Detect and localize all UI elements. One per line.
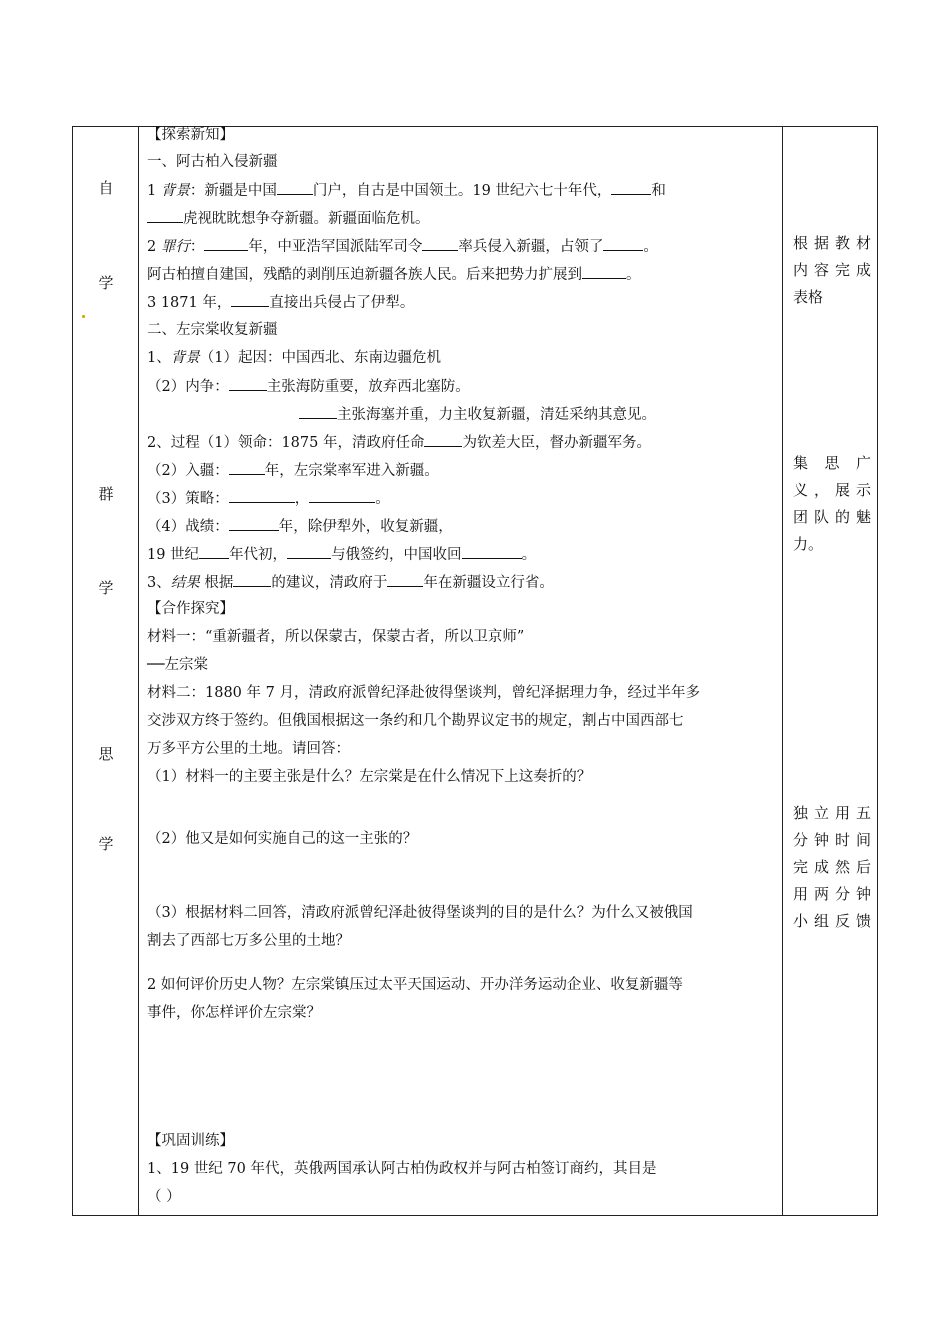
speck	[82, 315, 85, 318]
material-2-line-2: 交涉双方终于签约。但俄国根据这一条约和几个勘界议定书的规定，割占中国西部七	[147, 713, 684, 729]
line-cause: 1、背景（1）起因：中国西北、东南边疆危机	[147, 350, 441, 366]
blank[interactable]	[611, 180, 651, 195]
material-2-line-1: 材料二：1880 年 7 月，清政府派曾纪泽赴彼得堡谈判，曾纪泽据理力争，经过半年多	[147, 685, 700, 701]
left-char-4: 学	[98, 579, 114, 597]
question-3-line-2: 割去了西部七万多公里的土地？	[147, 933, 350, 949]
question-1: （1）材料一的主要主张是什么？左宗棠是在什么情况下上这奏折的？	[147, 769, 592, 785]
left-char-1: 自	[98, 179, 114, 197]
blank[interactable]	[422, 236, 458, 251]
blank[interactable]	[199, 544, 229, 559]
right-column	[783, 127, 877, 1215]
blank[interactable]	[229, 376, 267, 391]
blank[interactable]	[229, 460, 265, 475]
blank[interactable]	[204, 236, 248, 251]
blank[interactable]	[462, 544, 522, 559]
material-1: 材料一：“重新疆者，所以保蒙古，保蒙古者，所以卫京师”	[147, 629, 525, 645]
left-char-6: 学	[98, 835, 114, 853]
note-timing: 独立用五 分钟时间 完成然后 用两分钟 小组反馈	[793, 804, 871, 930]
blank[interactable]	[603, 236, 643, 251]
question-2: （2）他又是如何实施自己的这一主张的？	[147, 831, 418, 847]
left-char-5: 思	[98, 745, 114, 763]
section-heading-practice: 【巩固训练】	[147, 1133, 234, 1149]
line-crimes: 2 罪行： 年，中亚浩罕国派陆军司令 率兵侵入新疆，占领了 。	[147, 236, 779, 257]
line-strategy: （3）策略： ， 。	[147, 488, 779, 509]
blank[interactable]	[229, 488, 295, 503]
line-dispute-2: 主张海塞并重，力主收复新疆，清廷采纳其意见。	[299, 404, 779, 425]
blank[interactable]	[424, 432, 462, 447]
blank[interactable]	[309, 488, 375, 503]
practice-1-line-1: 1、19 世纪 70 年代，英俄两国承认阿古柏伪政权并与阿古柏签订商约，其目是	[147, 1161, 657, 1177]
line-dispute: （2）内争： 主张海防重要，放弃西北塞防。	[147, 376, 779, 397]
line-crimes-cont: 阿古柏擅自建国，残酷的剥削压迫新疆各族人民。后来把势力扩展到 。	[147, 264, 779, 285]
blank[interactable]	[582, 264, 626, 279]
blank[interactable]	[287, 544, 331, 559]
section-title-2: 二、左宗棠收复新疆	[147, 322, 278, 338]
line-appointment: 2、过程（1）领命：1875 年，清政府任命 为钦差大臣，督办新疆军务。	[147, 432, 779, 453]
left-char-2: 学	[98, 274, 114, 292]
blank[interactable]	[387, 572, 423, 587]
question-3-line-1: （3）根据材料二回答，清政府派曾纪泽赴彼得堡谈判的目的是什么？为什么又被俄国	[147, 905, 693, 921]
blank[interactable]	[231, 292, 269, 307]
line-background: 1 背景：新疆是中国 门户，自古是中国领土。19 世纪六七十年代， 和	[147, 180, 779, 201]
note-complete-table: 根据教材 内容完成 表格	[793, 234, 871, 306]
left-column	[73, 127, 139, 1215]
material-2-line-3: 万多平方公里的土地。请回答：	[147, 741, 350, 757]
blank[interactable]	[229, 516, 279, 531]
blank[interactable]	[299, 404, 337, 419]
line-1871: 3 1871 年， 直接出兵侵占了伊犁。	[147, 292, 779, 313]
line-enter: （2）入疆： 年，左宗棠率军进入新疆。	[147, 460, 779, 481]
section-title-1: 一、阿古柏入侵新疆	[147, 154, 278, 170]
line-treaty: 19 世纪 年代初， 与俄签约，中国收回 。	[147, 544, 779, 565]
blank[interactable]	[147, 208, 183, 223]
question-4-line-2: 事件，你怎样评价左宗棠？	[147, 1005, 321, 1021]
section-heading-explore: 【探索新知】	[147, 127, 234, 143]
question-4-line-1: 2 如何评价历史人物？左宗棠镇压过太平天国运动、开办洋务运动企业、收复新疆等	[147, 977, 683, 993]
practice-1-line-2: （ ）	[147, 1189, 181, 1205]
line-results: （4）战绩： 年，除伊犁外，收复新疆，	[147, 516, 779, 537]
blank[interactable]	[277, 180, 313, 195]
left-char-3: 群	[98, 485, 114, 503]
worksheet-table	[72, 126, 878, 1216]
line-outcome: 3、结果 根据 的建议，清政府于 年在新疆设立行省。	[147, 572, 779, 593]
main-content	[139, 127, 783, 1215]
blank[interactable]	[233, 572, 271, 587]
material-1-source: ──左宗棠	[147, 657, 208, 673]
section-heading-coop: 【合作探究】	[147, 601, 234, 617]
line-background-cont: 虎视眈眈想争夺新疆。新疆面临危机。	[147, 208, 779, 229]
note-team-work: 集 思 广 义，展示 团队的魅 力。	[793, 454, 871, 553]
